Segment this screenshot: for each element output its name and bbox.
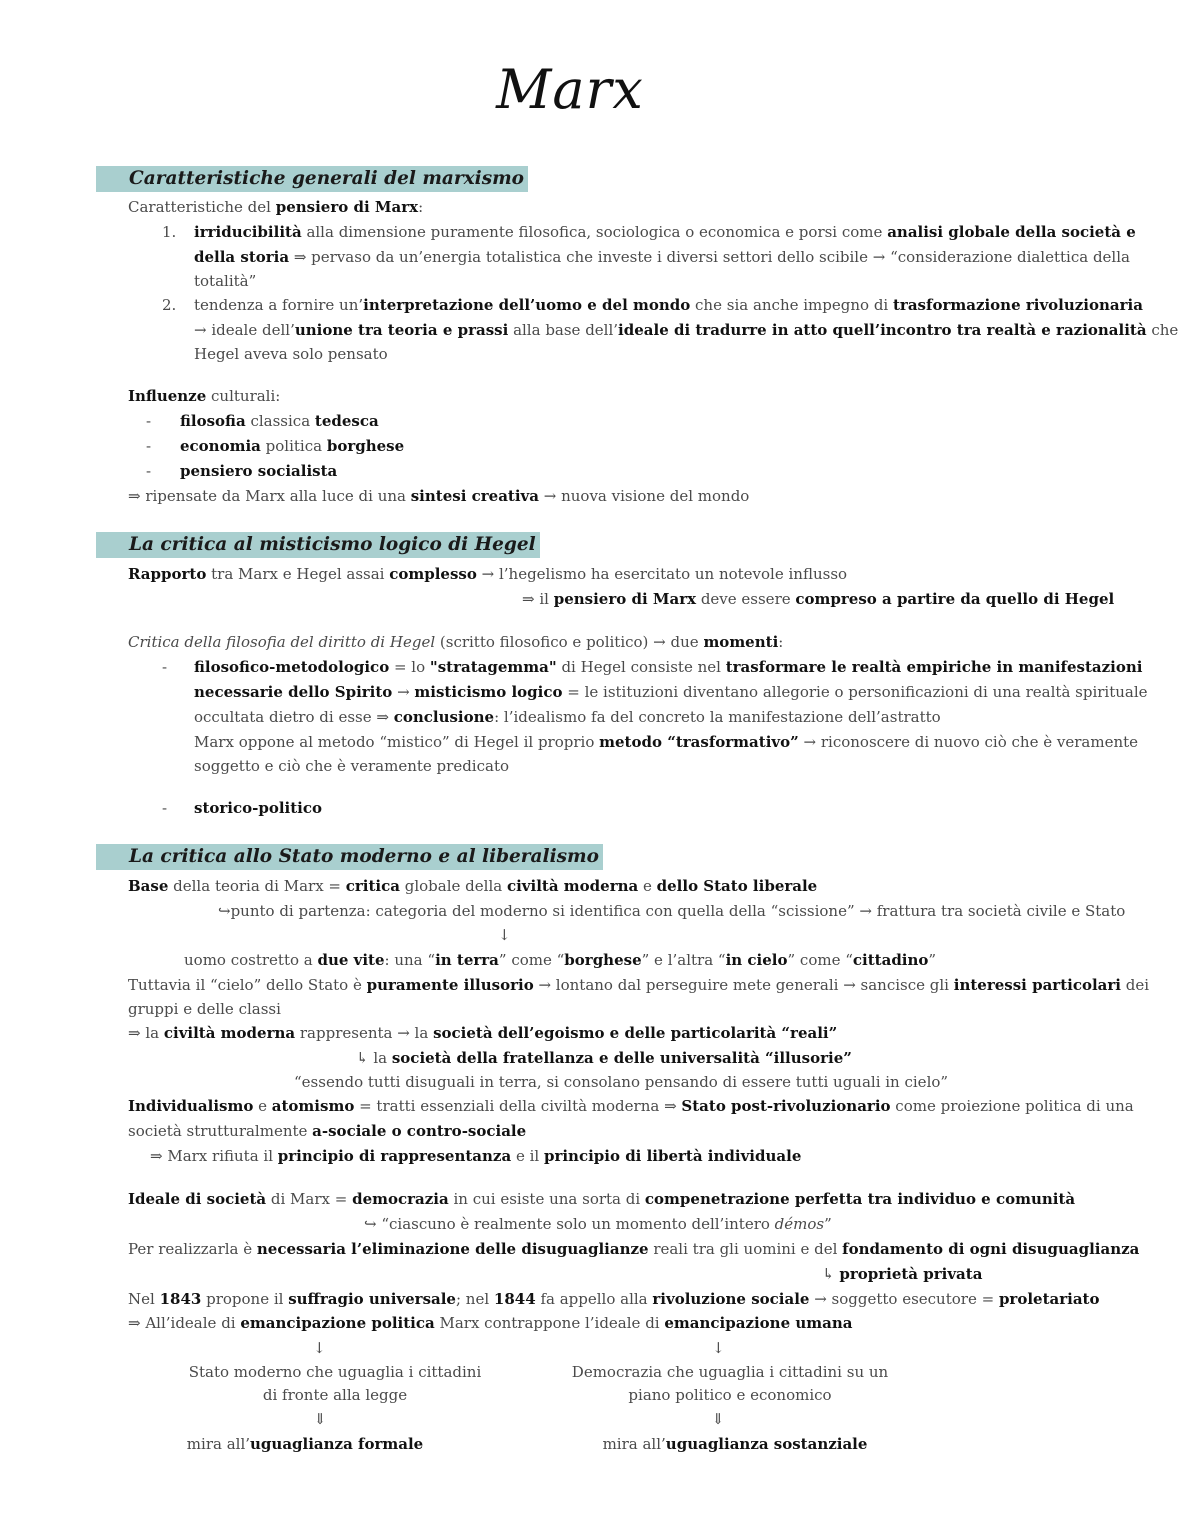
dash: - bbox=[162, 799, 168, 817]
list-item-2-line: → ideale dell’unione tra teoria e prassi alla base dell’ideale di tradurre in atto quell’incontro tra realtà e razionalità che bbox=[194, 321, 1178, 339]
text-line: Critica della filosofia del diritto di Hegel (scritto filosofico e politico) → due momenti: bbox=[128, 633, 784, 651]
comparison-right-line: Democrazia che uguaglia i cittadini su un bbox=[571, 1363, 889, 1381]
influences-heading: Influenze culturali: bbox=[128, 387, 281, 405]
text-line: uomo costretto a due vite: una “in terra” come “borghese” e l’altra “in cielo” come “cittadino” bbox=[184, 951, 937, 969]
influence-item: economia politica borghese bbox=[180, 437, 405, 455]
dash: - bbox=[146, 437, 152, 455]
text-line: Rapporto tra Marx e Hegel assai complesso → l’hegelismo ha esercitato un notevole influsso bbox=[128, 565, 848, 583]
double-down-arrow-icon: ⇓ bbox=[313, 1410, 327, 1428]
double-down-arrow-icon: ⇓ bbox=[711, 1410, 725, 1428]
page-title: Marx bbox=[496, 58, 644, 121]
text-line: ⇒ All’ideale di emancipazione politica Marx contrappone l’ideale di emancipazione umana bbox=[128, 1314, 853, 1332]
text-line: ↳ la società della fratellanza e delle universalità “illusorie” bbox=[356, 1049, 852, 1067]
text-line: ↳ proprietà privata bbox=[822, 1265, 983, 1283]
quote-line: “essendo tutti disuguali in terra, si consolano pensando di essere tutti uguali in cielo” bbox=[294, 1073, 949, 1091]
text-line: ⇒ la civiltà moderna rappresenta → la società dell’egoismo e delle particolarità “reali” bbox=[128, 1024, 838, 1042]
text-line: Per realizzarla è necessaria l’eliminazione delle disuguaglianze reali tra gli uomini e del fondamento di ogni disuguaglianza bbox=[128, 1240, 1140, 1258]
intro-line: Caratteristiche del pensiero di Marx: bbox=[128, 198, 424, 216]
text-line: Ideale di società di Marx = democrazia in cui esiste una sorta di compenetrazione perfetta tra individuo e comunità bbox=[128, 1190, 1076, 1208]
text-line: necessarie dello Spirito → misticismo logico = le istituzioni diventano allegorie o personificazioni di una realtà spirituale bbox=[194, 683, 1148, 701]
list-number: 2. bbox=[162, 296, 177, 314]
list-number: 1. bbox=[162, 223, 177, 241]
list-item-1-line: totalità” bbox=[194, 272, 257, 290]
down-arrow-icon: ↓ bbox=[498, 926, 511, 944]
influences-conclusion: ⇒ ripensate da Marx alla luce di una sintesi creativa → nuova visione del mondo bbox=[128, 487, 750, 505]
dash: - bbox=[162, 658, 168, 676]
comparison-right-line: piano politico e economico bbox=[628, 1386, 832, 1404]
text-line: Tuttavia il “cielo” dello Stato è puramente illusorio → lontano dal perseguire mete generali → sancisce gli interessi particolari dei bbox=[128, 976, 1150, 994]
list-item-1-line: irriducibilità alla dimensione puramente filosofica, sociologica o economica e porsi come analisi globale della società e bbox=[194, 223, 1136, 241]
text-line: ⇒ il pensiero di Marx deve essere compreso a partire da quello di Hegel bbox=[522, 590, 1115, 608]
text-line: società strutturalmente a-sociale o contro-sociale bbox=[128, 1122, 527, 1140]
list-item-2-line: tendenza a fornire un’interpretazione dell’uomo e del mondo che sia anche impegno di trasformazione rivoluzionaria bbox=[194, 296, 1143, 314]
down-arrow-icon: ↓ bbox=[313, 1339, 326, 1357]
text-line: soggetto e ciò che è veramente predicato bbox=[194, 757, 510, 775]
dash: - bbox=[146, 412, 152, 430]
text-line: Base della teoria di Marx = critica globale della civiltà moderna e dello Stato liberale bbox=[128, 877, 818, 895]
list-item-1-line: della storia ⇒ pervaso da un’energia totalistica che investe i diversi settori dello scibile → “considerazione dialettica della bbox=[194, 248, 1130, 266]
comparison-left-line: di fronte alla legge bbox=[262, 1386, 408, 1404]
text-line: ↪punto di partenza: categoria del moderno si identifica con quella della “scissione” → frattura tra società civile e Stato bbox=[218, 902, 1126, 920]
comparison-right-result: mira all’uguaglianza sostanziale bbox=[602, 1435, 868, 1453]
influence-item: pensiero socialista bbox=[180, 462, 338, 480]
quote-line: ↪ “ciascuno è realmente solo un momento dell’intero démos” bbox=[364, 1215, 832, 1233]
text-line: gruppi e delle classi bbox=[128, 1000, 281, 1018]
text-line: Nel 1843 propone il suffragio universale; nel 1844 fa appello alla rivoluzione sociale → soggetto esecutore = proletariato bbox=[128, 1290, 1100, 1308]
section-heading-stato: La critica allo Stato moderno e al liberalismo bbox=[96, 844, 603, 870]
down-arrow-icon: ↓ bbox=[712, 1339, 725, 1357]
comparison-left-result: mira all’uguaglianza formale bbox=[186, 1435, 424, 1453]
text-line: ⇒ Marx rifiuta il principio di rappresentanza e il principio di libertà individuale bbox=[150, 1147, 802, 1165]
list-item-2-line: Hegel aveva solo pensato bbox=[194, 345, 388, 363]
text-line: filosofico-metodologico = lo "stratagemma" di Hegel consiste nel trasformare le realtà empiriche in manifestazioni bbox=[194, 658, 1143, 676]
section-heading-hegel: La critica al misticismo logico di Hegel bbox=[96, 532, 540, 558]
section-heading-marxismo: Caratteristiche generali del marxismo bbox=[96, 166, 528, 192]
text-line: storico-politico bbox=[194, 799, 322, 817]
influence-item: filosofia classica tedesca bbox=[180, 412, 379, 430]
text-line: Marx oppone al metodo “mistico” di Hegel il proprio metodo “trasformativo” → riconoscere di nuovo ciò che è veramente bbox=[194, 733, 1139, 751]
dash: - bbox=[146, 462, 152, 480]
text-line: Individualismo e atomismo = tratti essenziali della civiltà moderna ⇒ Stato post-rivoluzionario come proiezione politica di una bbox=[128, 1097, 1134, 1115]
comparison-left-line: Stato moderno che uguaglia i cittadini bbox=[188, 1363, 482, 1381]
text-line: occultata dietro di esse ⇒ conclusione: l’idealismo fa del concreto la manifestazione dell’astratto bbox=[194, 708, 941, 726]
